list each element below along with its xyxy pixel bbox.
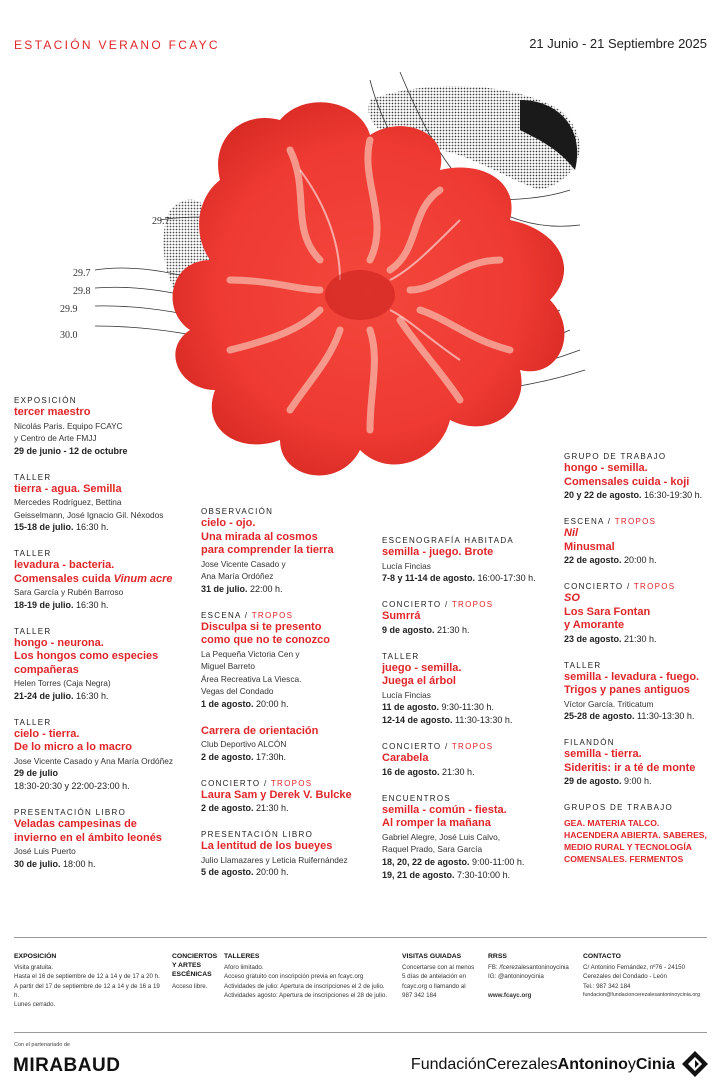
footer-talleres: TALLERES Aforo limitado. Acceso gratuito con inscripción previa en fcayc.org Actividades de julio: Apertura de inscripciones el 2 de julio. Actividades agosto: Apertura de inscripciones el 28 de julio.	[224, 953, 388, 999]
event-date: 18, 20, 22 de agosto. 9:00-11:00 h.	[382, 856, 525, 867]
event-title: Veladas campesinas de	[14, 818, 137, 830]
event-desc: Mercedes Rodríguez, Bettina	[14, 497, 122, 507]
event-category: TALLER	[14, 549, 52, 558]
event-date: 25-28 de agosto. 11:30-13:30 h.	[564, 711, 695, 721]
event-category: CONCIERTO / TROPOS	[564, 582, 676, 591]
event-date: 21-24 de julio. 16:30 h.	[14, 690, 109, 701]
event-title: Una mirada al cosmos	[201, 530, 318, 543]
footer-visitas: VISITAS GUIADAS Concertarse con al menos 5 días de antelación en fcayc.org o llamando al 987 342 184	[402, 953, 475, 999]
event-title: compañeras	[14, 663, 79, 676]
event-title: Nil	[564, 527, 579, 539]
event-category: ENCUENTROS	[382, 793, 452, 803]
event-veladas	[14, 807, 189, 871]
footer-expo: EXPOSICIÓN Visita gratuita. Hasta el 16 de septiembre de 12 a 14 y de 17 a 20 h. A partir del 17 de septiembre de 12 a 14 y de 16 a 19 h. Lunes cerrado.	[14, 953, 160, 1009]
event-date: 29 de julio	[14, 768, 59, 778]
event-desc: Víctor García. Triticatum	[564, 698, 654, 709]
event-title: tercer maestro	[14, 406, 91, 418]
fundacion-logo-text: FundaciónCerezalesAntoninoyCinia	[410, 1056, 675, 1073]
event-title: Carrera de orientación	[201, 724, 319, 737]
partner-label: Con el partenariado de	[14, 1042, 70, 1048]
event-nil	[564, 516, 714, 567]
event-desc: Vegas del Condado	[201, 686, 274, 696]
event-date: 2 de agosto. 17:30h.	[201, 751, 287, 762]
website-link[interactable]: www.fcayc.org	[488, 991, 532, 999]
event-title: para comprender la tierra	[201, 544, 334, 556]
event-romper-manana	[382, 793, 562, 882]
event-desc: Helen Torres (Caja Negra)	[14, 678, 111, 688]
event-date: 22 de agosto. 20:00 h.	[564, 555, 657, 565]
column-3	[382, 535, 562, 896]
event-desc: Raquel Prado, Sara García	[382, 844, 483, 854]
event-date: 1 de agosto. 20:00 h.	[201, 698, 289, 709]
event-title: cielo - ojo.	[201, 517, 256, 529]
event-title: Juega el árbol	[382, 675, 456, 687]
map-label: 29.9	[60, 304, 78, 315]
event-title: semilla - común - fiesta.	[382, 803, 507, 816]
facebook-link[interactable]: FB: /fcerezalesantoninoycinia	[488, 964, 569, 972]
event-date: 7-8 y 11-14 de agosto. 16:00-17:30 h.	[382, 573, 536, 583]
map-label: 29.8	[73, 286, 91, 297]
group-item: GEA. MATERIA TALCO.	[564, 818, 660, 828]
event-title: y Amorante	[564, 619, 625, 631]
event-category: FILANDÓN	[564, 738, 615, 747]
column-2	[201, 506, 381, 893]
event-trigos	[564, 660, 714, 724]
event-desc: Club Deportivo ALCÓN	[201, 739, 287, 749]
event-koji	[564, 451, 714, 502]
event-desc: Miguel Barreto	[201, 661, 255, 671]
event-category: CONCIERTO / TROPOS	[201, 778, 313, 788]
event-semilla	[14, 472, 189, 535]
event-hongos	[14, 626, 189, 703]
map-label: 29.7	[152, 216, 170, 227]
map-label: 30.0	[60, 330, 78, 341]
event-bueyes	[201, 829, 381, 879]
event-category: TALLER	[14, 472, 52, 482]
map-label: 29.7	[73, 268, 91, 279]
event-disculpa	[201, 610, 381, 711]
event-laura-sam	[201, 778, 381, 816]
event-title: Minusmal	[564, 540, 615, 553]
event-tercer-maestro	[14, 395, 189, 458]
event-category: TALLER	[14, 717, 52, 727]
event-desc: Ana María Ordóñez	[201, 571, 274, 581]
event-category: CONCIERTO / TROPOS	[382, 742, 494, 751]
event-date: 15-18 de julio. 16:30 h.	[14, 522, 109, 532]
event-date: 12-14 de agosto. 11:30-13:30 h.	[382, 715, 513, 725]
event-date: 31 de julio. 22:00 h.	[201, 583, 283, 594]
event-category: ESCENOGRAFÍA HABITADA	[382, 536, 515, 545]
event-desc: La Pequeña Victoria Cen y	[201, 648, 300, 659]
event-date: 9 de agosto. 21:30 h.	[382, 624, 470, 635]
event-grupos	[564, 802, 714, 865]
event-title: Sideritis: ir a té de monte	[564, 761, 696, 774]
event-title: Sumrrá	[382, 610, 421, 622]
event-title: De lo micro a lo macro	[14, 741, 132, 753]
event-title: tierra - agua. Semilla	[14, 482, 122, 495]
event-title: cielo - tierra.	[14, 727, 80, 740]
event-title: SO	[564, 592, 580, 604]
event-date: 19, 21 de agosto. 7:30-10:00 h.	[382, 869, 511, 880]
event-category: ESCENA / TROPOS	[201, 610, 294, 620]
instagram-link[interactable]: IG: @antoninoycinia	[488, 973, 544, 981]
footer-divider	[14, 1032, 707, 1033]
event-date: 16 de agosto. 21:30 h.	[382, 766, 475, 777]
footer-contacto: CONTACTO C/ Antonino Fernández, nº76 - 24150 Cerezales del Condado - León Tel.: 987 342 184 fundacion@fundacioncerezalesantoninoycinia.org	[583, 952, 713, 1000]
event-desc: Jose Vicente Casado y Ana María Ordóñez	[14, 755, 173, 766]
event-category: PRESENTACIÓN LIBRO	[201, 830, 314, 839]
event-juega-arbol	[382, 651, 562, 728]
event-title: Al romper la mañana	[382, 817, 491, 829]
event-cielo-ojo	[201, 506, 381, 596]
season-title: ESTACIÓN VERANO FCAYC	[14, 38, 220, 52]
event-title: Laura Sam y Derek V. Bulcke	[201, 788, 352, 801]
event-desc: Lucía Fincias	[382, 560, 431, 571]
event-title: Los Sara Fontan	[564, 605, 651, 618]
event-carrera	[201, 725, 381, 764]
event-date: 20 y 22 de agosto. 16:30-19:30 h.	[564, 490, 703, 500]
event-desc: y Centro de Arte FMJJ	[14, 433, 97, 443]
event-title: hongo - neurona.	[14, 636, 104, 649]
fundacion-logo-icon	[681, 1050, 709, 1078]
event-so	[564, 581, 714, 646]
group-item: MEDIO RURAL Y TECNOLOGÍA	[564, 842, 692, 852]
event-vinum-acre	[14, 548, 189, 612]
event-desc: Gabriel Alegre, José Luis Calvo,	[382, 831, 501, 842]
event-date: 18-19 de julio. 16:30 h.	[14, 599, 109, 610]
column-4	[564, 451, 714, 879]
event-title: La lentitud de los bueyes	[201, 840, 333, 852]
event-category: TALLER	[382, 651, 420, 661]
event-category: TALLER	[14, 626, 52, 636]
event-title: levadura - bacteria.	[14, 559, 115, 571]
event-sideritis	[564, 737, 714, 788]
event-desc: Julio Llamazares y Leticia Ruifernández	[201, 854, 348, 865]
event-date: 18:30-20:30 y 22:00-23:00 h.	[14, 781, 130, 791]
event-desc: Área Recreativa La Viesca.	[201, 673, 302, 684]
event-category: CONCIERTO / TROPOS	[382, 600, 494, 609]
event-title: semilla - juego. Brote	[382, 546, 494, 558]
event-category: GRUPOS DE TRABAJO	[564, 803, 674, 812]
group-item: COMENSALES. FERMENTOS	[564, 854, 684, 864]
group-item: HACENDERA ABIERTA. SABERES,	[564, 830, 707, 840]
event-desc: José Luis Puerto	[14, 846, 76, 856]
event-date: 29 de agosto. 9:00 h.	[564, 776, 652, 786]
event-title: semilla - levadura - fuego.	[564, 670, 700, 683]
event-date: 5 de agosto. 20:00 h.	[201, 867, 289, 877]
event-desc: Lucía Fincias	[382, 689, 431, 700]
event-title: semilla - tierra.	[564, 748, 642, 760]
mirabaud-logo: MIRABAUD	[13, 1055, 121, 1076]
event-title: Comensales cuida - koji	[564, 475, 690, 488]
event-title: Disculpa si te presento	[201, 620, 322, 633]
event-category: EXPOSICIÓN	[14, 396, 77, 405]
event-category: PRESENTACIÓN LIBRO	[14, 808, 127, 817]
event-date: 23 de agosto. 21:30 h.	[564, 633, 657, 644]
event-title: Trigos y panes antiguos	[564, 684, 690, 696]
event-title: Carabela	[382, 752, 429, 764]
event-category: TALLER	[564, 660, 602, 670]
event-date: 29 de junio - 12 de octubre	[14, 445, 128, 456]
event-category: GRUPO DE TRABAJO	[564, 452, 667, 461]
season-dates: 21 Junio - 21 Septiembre 2025	[529, 36, 707, 51]
event-desc: Nicolás Paris. Equipo FCAYC	[14, 420, 123, 431]
event-title: hongo - semilla.	[564, 462, 648, 474]
event-title: Los hongos como especies	[14, 650, 159, 662]
event-carabela	[382, 741, 562, 779]
event-title: Comensales cuida Vinum acre	[14, 572, 173, 585]
event-desc: Jose Vicente Casado y	[201, 558, 286, 569]
email-link[interactable]: fundacion@fundacioncerezalesantoninoycinia.org	[583, 991, 700, 998]
footer-conciertos: CONCIERTOS Y ARTES ESCÉNICAS Acceso libre.	[172, 953, 218, 990]
event-title: como que no te conozco	[201, 634, 330, 646]
event-date: 2 de agosto. 21:30 h.	[201, 803, 289, 813]
event-category: OBSERVACIÓN	[201, 507, 274, 516]
event-date: 30 de julio. 18:00 h.	[14, 858, 96, 869]
event-micro-macro	[14, 717, 189, 794]
event-category: ESCENA / TROPOS	[564, 517, 657, 526]
event-date: 11 de agosto. 9:30-11:30 h.	[382, 702, 494, 712]
footer-rrss: RRSS FB: /fcerezalesantoninoycinia IG: @antoninoycinia www.fcayc.org	[488, 952, 578, 1000]
event-sumrra	[382, 599, 562, 637]
event-desc: Sara García y Rubén Barroso	[14, 587, 124, 597]
event-title: invierno en el ámbito leonés	[14, 831, 162, 844]
column-1	[14, 395, 189, 885]
event-brote	[382, 535, 562, 585]
event-desc: Geisselmann, José Ignacio Gil. Néxodos	[14, 509, 164, 520]
footer-divider	[14, 937, 707, 938]
event-title: juego - semilla.	[382, 661, 462, 674]
